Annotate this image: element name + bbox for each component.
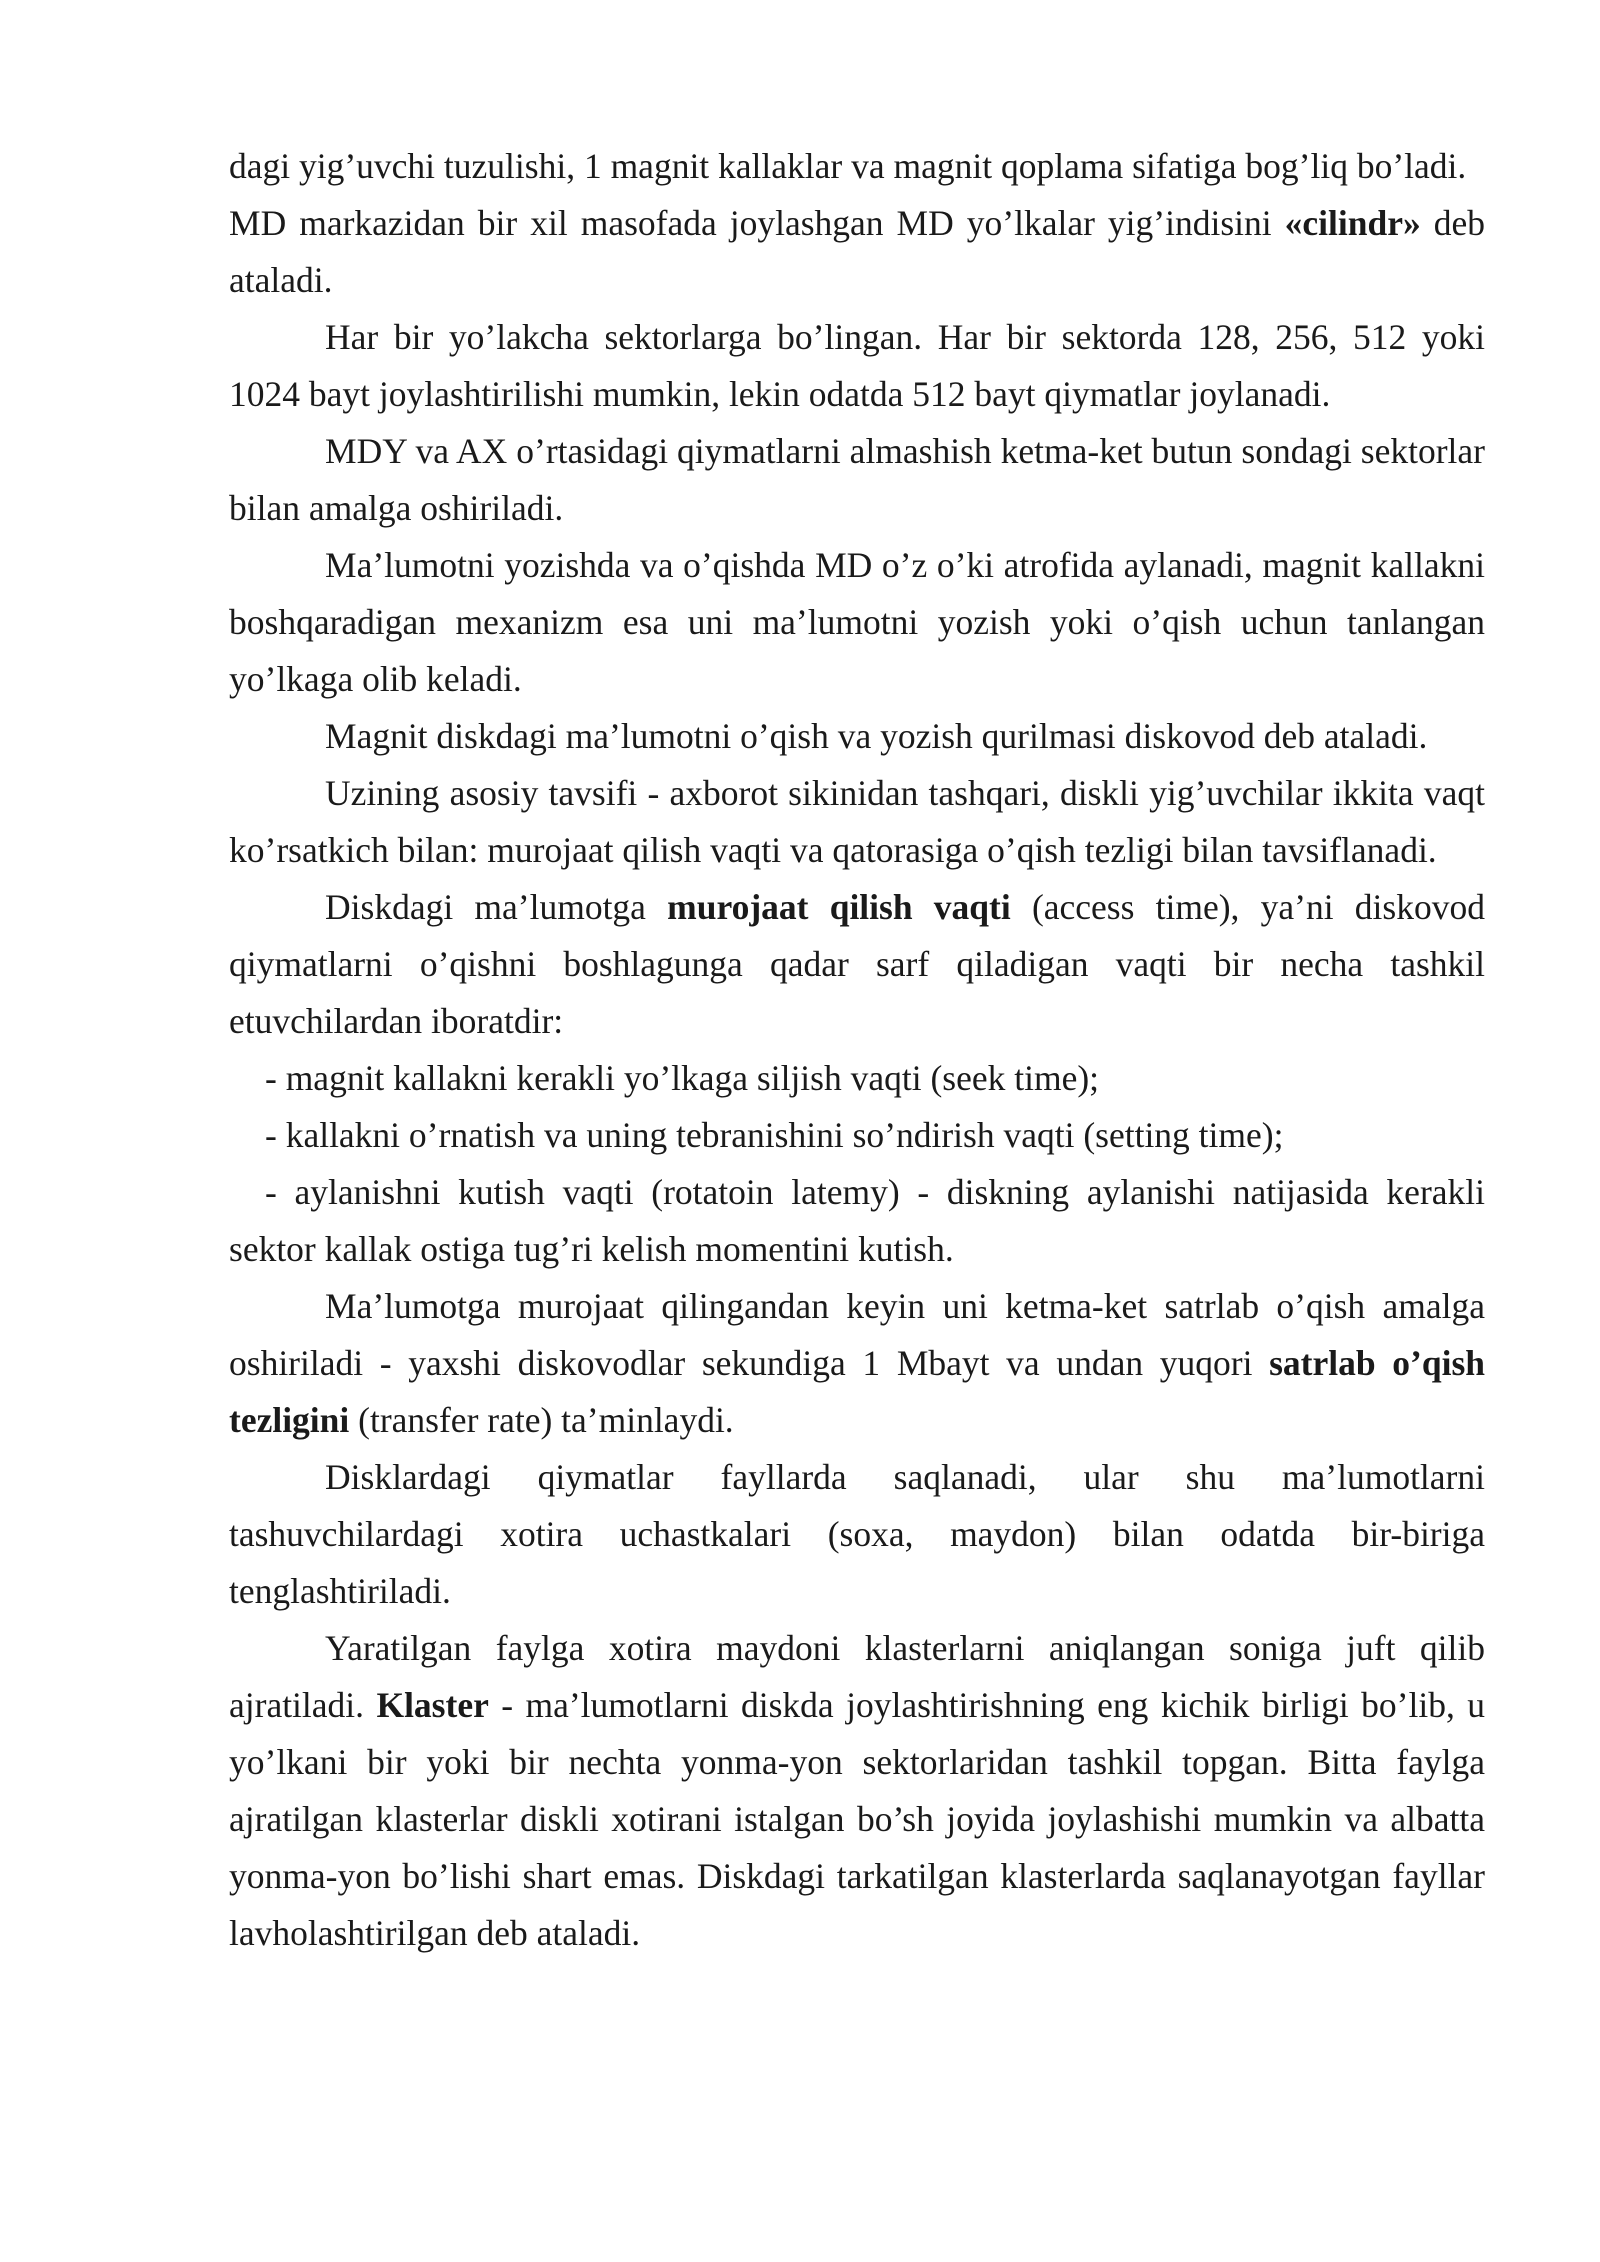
text-run: Diskdagi ma’lumotga <box>325 887 668 927</box>
text-run: Disklardagi qiymatlar fayllarda saqlanadi, ular shu ma’lumotlarni tashuvchilardagi xotira uchastkalari (soxa, maydon) bilan odatda bir-biriga tenglashtiriladi. <box>229 1457 1485 1611</box>
text-run: MDY va AX o’rtasidagi qiymatlarni almashish ketma-ket butun sondagi sektorlar bilan amalga oshiriladi. <box>229 431 1485 528</box>
paragraph-files <box>229 1449 1485 1620</box>
paragraph-exchange <box>229 423 1485 537</box>
paragraph-characteristics <box>229 765 1485 879</box>
text-run: (transfer rate) ta’minlaydi. <box>349 1400 734 1440</box>
paragraph-diskovod <box>229 708 1485 765</box>
list-item-latency <box>229 1164 1485 1278</box>
list-item-setting-time <box>229 1107 1485 1164</box>
paragraph-cluster <box>229 1620 1485 1962</box>
text-run: MD markazidan bir xil masofada joylashgan MD yo’lkalar yig’indisini <box>229 203 1285 243</box>
text-run: Ma’lumotga murojaat qilingandan keyin uni ketma-ket satrlab o’qish amalga oshiriladi - yaxshi diskovodlar sekundiga 1 Mbayt va undan yuqori <box>229 1286 1485 1383</box>
term-klaster: Klaster <box>376 1685 489 1725</box>
text-run: - aylanishni kutish vaqti (rotatoin latemy) - diskning aylanishi natijasida kerakli sektor kallak ostiga tug’ri kelish momentini kutish. <box>229 1172 1485 1269</box>
text-run: Yaratilgan faylga xotira maydoni klasterlarni aniqlangan soniga juft qilib ajratiladi. <box>229 1628 1485 1725</box>
text-run: (access time), ya’ni diskovod qiymatlarni o’qishni boshlagunga qadar sarf qiladigan vaqti bir necha tashkil etuvchilardan iboratdir: <box>229 887 1485 1041</box>
paragraph-transfer-rate <box>229 1278 1485 1449</box>
paragraph-cilindr <box>229 195 1485 309</box>
term-access-time: murojaat qilish vaqti <box>667 887 1011 927</box>
text-run: Magnit diskdagi ma’lumotni o’qish va yozish qurilmasi diskovod deb ataladi. <box>325 716 1428 756</box>
term-transfer-rate: satrlab o’qish tezligini <box>229 1343 1486 1440</box>
text-run: - kallakni o’rnatish va uning tebranishini so’ndirish vaqti (setting time); <box>265 1115 1284 1155</box>
paragraph-access-time <box>229 879 1485 1050</box>
text-run: - magnit kallakni kerakli yo’lkaga siljish vaqti (seek time); <box>265 1058 1100 1098</box>
paragraph-rotation <box>229 537 1485 708</box>
text-run: dagi yig’uvchi tuzulishi, 1 magnit kallaklar va magnit qoplama sifatiga bog’liq bo’ladi. <box>229 146 1467 186</box>
paragraph-sectors <box>229 309 1485 423</box>
term-cilindr: «cilindr» <box>1284 203 1421 243</box>
paragraph-intro <box>229 138 1485 195</box>
document-page <box>229 138 1485 1962</box>
text-run: Har bir yo’lakcha sektorlarga bo’lingan. Har bir sektorda 128, 256, 512 yoki 1024 bayt joylashtirilishi mumkin, lekin odatda 512 bayt qiymatlar joylanadi. <box>229 317 1485 414</box>
text-run: Uzining asosiy tavsifi - axborot sikinidan tashqari, diskli yig’uvchilar ikkita vaqt ko’rsatkich bilan: murojaat qilish vaqti va qatorasiga o’qish tezligi bilan tavsiflanadi. <box>229 773 1485 870</box>
text-run: - ma’lumotlarni diskda joylashtirishning eng kichik birligi bo’lib, u yo’lkani bir yoki bir nechta yonma-yon sektorlaridan tashkil topgan. Bitta faylga ajratilgan klasterlar diskli xotirani istalgan bo’sh joyida joylashishi mumkin va albatta yonma-yon bo’lishi shart emas. Diskdagi tarkatilgan klasterlarda saqlanayotgan fayllar lavholashtirilgan deb ataladi. <box>229 1685 1485 1953</box>
text-run: Ma’lumotni yozishda va o’qishda MD o’z o’ki atrofida aylanadi, magnit kallakni boshqaradigan mexanizm esa uni ma’lumotni yozish yoki o’qish uchun tanlangan yo’lkaga olib keladi. <box>229 545 1485 699</box>
text-run: deb ataladi. <box>229 203 1485 300</box>
list-item-seek-time <box>229 1050 1485 1107</box>
